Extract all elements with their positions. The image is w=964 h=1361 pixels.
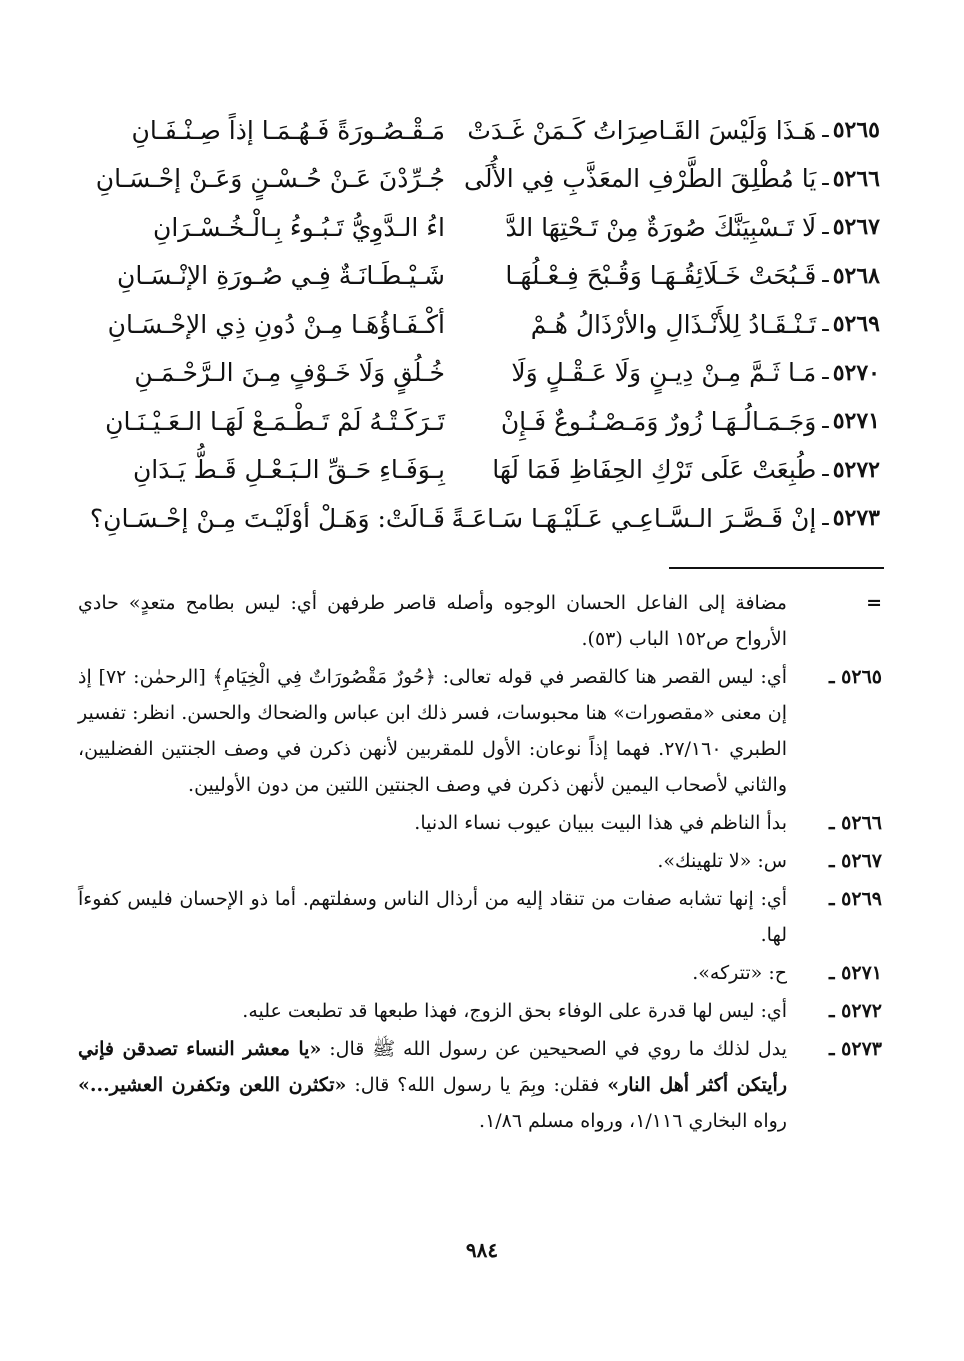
verse-sadr-text: مَـا ثَـمَّ مِـنْ دِيـنٍ وَلَا عَـقْـلٍ وَلَا bbox=[511, 358, 817, 388]
verse-first-hemistich bbox=[490, 455, 880, 484]
verse-number: ٥٢٦٧ bbox=[832, 214, 880, 241]
verse-first-hemistich bbox=[463, 164, 880, 194]
verse-first-hemistich bbox=[490, 310, 880, 339]
verse-second-hemistich: أكْـفَـاؤُهَـا مِـنْ دُونِ ذِي الإحْـسَـانِ bbox=[107, 309, 445, 339]
footnote bbox=[78, 881, 882, 953]
footnote bbox=[78, 955, 882, 991]
footnote-mark: ٥٢٦٧ ـ bbox=[828, 850, 882, 872]
footnote bbox=[78, 585, 882, 657]
verse-sadr-text: تَـنْـقَـادُ لِلأَنْـذَالِ والأرْذَالُ هُـمْ bbox=[530, 309, 817, 339]
footnote-text-part: فقلن: وبِمَ يا رسول الله؟ قال: bbox=[346, 1074, 608, 1096]
verse-sadr-text: يَا مُطْلِقَ الطَّرْفِ المعَذَّبِ فِي الأُلَى bbox=[463, 164, 817, 194]
verse-dash: ـ bbox=[822, 457, 829, 483]
footnote-mark: ٥٢٦٥ ـ bbox=[828, 666, 882, 688]
verse-sadr-text: طُبِعَتْ عَلَى تَرْكِ الحِفَاظِ فَمَا لَهَا bbox=[492, 455, 817, 485]
verse-number: ٥٢٦٩ bbox=[832, 311, 880, 338]
footnote-text bbox=[78, 1031, 787, 1139]
verse-dash: ـ bbox=[822, 360, 829, 386]
verse-dash: ـ bbox=[822, 117, 829, 143]
verse-sadr-text: وَجَـمَـالُـهَـا زُورٌ وَمَـصْـنُـوعٌ فَـإِنْ bbox=[500, 406, 817, 436]
verse-first-hemistich bbox=[490, 213, 880, 242]
verse-sadr-text: لَا تَـسْبِيَنَّكَ صُورَةٌ مِنْ تَـحْتِهَا الدَّ bbox=[505, 212, 817, 242]
footnote-text: س: «لا تلهينك». bbox=[657, 850, 787, 872]
poem-verses bbox=[80, 106, 880, 543]
verse-dash: ـ bbox=[822, 166, 829, 192]
footnote bbox=[78, 805, 882, 841]
verse-dash: ـ bbox=[822, 408, 829, 434]
footnote-text: أي: ليس لها قدرة على الوفاء بحق الزوج، فهذا طبعها قد تطبعت عليه. bbox=[242, 1000, 787, 1022]
verse-dash: ـ bbox=[822, 505, 829, 531]
footnote-text-part: يدل لذلك ما روي في الصحيحين عن رسول الله ﷺ قال: bbox=[321, 1038, 787, 1060]
verse-number: ٥٢٦٦ bbox=[832, 165, 880, 192]
verse-sadr-text: هَـذَا وَلَيْسَ القَـاصِرَاتُ كَـمَنْ غَـدَتْ bbox=[467, 115, 817, 145]
verse-number: ٥٢٧٠ bbox=[832, 359, 880, 386]
footnote-mark: ٥٢٧٢ ـ bbox=[828, 1000, 882, 1022]
verse-first-hemistich bbox=[467, 115, 880, 145]
verse-second-hemistich: خُـلُقٍ وَلَا خَـوْفٍ مِـنَ الـرَّحْـمَـنِ bbox=[134, 358, 445, 388]
footnote-mark: ٥٢٧١ ـ bbox=[828, 962, 882, 984]
verse-second-hemistich: تَـرَكَـتْـهُ لَمْ تَـطْـمَـعْ لَهَـا الـعَـيْـنَـانِ bbox=[105, 406, 445, 436]
footnote-mark: ٥٢٦٦ ـ bbox=[828, 812, 882, 834]
footnotes bbox=[78, 585, 882, 1141]
footnote bbox=[78, 843, 882, 879]
footnote-text: مضافة إلى الفاعل الحسان الوجوه وأصله قاصر طرفهن أي: ليس بطامح متعدٍ» حادي الأرواح ص١٥٢ الباب (٥٣). bbox=[78, 592, 787, 650]
verse-sadr-text: قَـبُحَتْ خَـلَائِقُـهَـا وَقُـبْحَ فِـعْـلُهَـا bbox=[505, 261, 817, 291]
footnote-mark: ٥٢٦٩ ـ bbox=[828, 888, 882, 910]
verse-first-hemistich bbox=[451, 503, 880, 533]
footnote-text: أي: ليس القصر هنا كالقصر في قوله تعالى: ﴿حُورٌ مَقْصُورَاتٌ فِي الْخِيَامِ﴾ [الرحمٰن: ٧٢] إذ إن معنى «مقصورات» هنا محبوسات، فسر ذلك ابن عباس والضحاك والحسن. انظر: تفسير الطبري ٢٧/١٦٠. فهما إذاً نوعان: الأول للمقربين لأنهن ذكرن في وصف الجنتين الفضليين، والثاني لأصحاب اليمين لأنهن ذكرن في وصف الجنتين اللتين من دون الأوليين. bbox=[78, 666, 787, 796]
verse-first-hemistich bbox=[490, 407, 880, 436]
footnote-text: ح: «تتركه». bbox=[692, 962, 787, 984]
footnote-divider bbox=[669, 567, 884, 569]
footnote-mark: = bbox=[866, 592, 882, 614]
verse-second-hemistich: قَـالَتْ: وَهَـلْ أوْلَيْـتَ مِـنْ إحْـسَـانِ؟ bbox=[89, 503, 445, 533]
verse-row bbox=[80, 155, 880, 204]
verse-first-hemistich bbox=[490, 261, 880, 290]
hadith-quote: «تكثرن اللعن وتكفرن العشير...» bbox=[78, 1074, 347, 1096]
footnote-text: أي: إنها تشابه صفات من تنقاد إليه من أرذال الناس وسفلتهم. أما ذو الإحسان فليس كفوءاً لها. bbox=[78, 888, 787, 946]
verse-row bbox=[80, 203, 880, 252]
verse-dash: ـ bbox=[822, 214, 829, 240]
footnote bbox=[78, 1031, 882, 1139]
verse-row bbox=[80, 300, 880, 349]
verse-row bbox=[80, 252, 880, 301]
verse-row bbox=[80, 106, 880, 155]
verse-dash: ـ bbox=[822, 263, 829, 289]
verse-dash: ـ bbox=[822, 311, 829, 337]
verse-row bbox=[80, 349, 880, 398]
hadith-quote: «يا معشر النساء تصدقن فإني رأيتكن أكثر أهل النار» bbox=[78, 1038, 788, 1096]
verse-second-hemistich: مَـقْـصُـورَةً فَـهُـمَـا إذاً صِـنْـفَـانِ bbox=[131, 115, 445, 145]
footnote bbox=[78, 659, 882, 803]
verse-second-hemistich: جُـرِّدْنَ عَـنْ حُـسْـنٍ وَعَـنْ إحْـسَـانِ bbox=[95, 164, 445, 194]
verse-sadr-text: إنْ قَـصَّـرَ الـسَّـاعِـي عَـلَيْـهَـا سَـاعَـةً bbox=[451, 503, 817, 533]
verse-row bbox=[80, 446, 880, 495]
verse-row bbox=[80, 494, 880, 543]
page-number: ٩٨٤ bbox=[465, 1238, 499, 1262]
verse-second-hemistich: شَـيْـطَـانَـةٌ فِـي صُـورَةِ الإنْـسَـانِ bbox=[117, 261, 445, 291]
verse-number: ٥٢٦٥ bbox=[832, 117, 880, 144]
verse-first-hemistich bbox=[490, 358, 880, 387]
footnote-text-part: رواه البخاري ١/١١٦، ورواه مسلم ١/٨٦. bbox=[479, 1110, 787, 1132]
footnote bbox=[78, 993, 882, 1029]
verse-number: ٥٢٧١ bbox=[832, 408, 880, 435]
verse-second-hemistich: اءُ الـدَّوِيُّ تَـبُـوءُ بِـالْـخُـسْـرَانِ bbox=[152, 212, 445, 242]
footnote-text: بدأ الناظم في هذا البيت ببيان عيوب نساء الدنيا. bbox=[414, 812, 787, 834]
verse-row bbox=[80, 397, 880, 446]
verse-number: ٥٢٧٢ bbox=[832, 456, 880, 483]
footnote-mark: ٥٢٧٣ ـ bbox=[828, 1038, 882, 1060]
verse-number: ٥٢٦٨ bbox=[832, 262, 880, 289]
verse-number: ٥٢٧٣ bbox=[832, 505, 880, 532]
verse-second-hemistich: بِـوَفَـاءِ حَـقِّ الـبَـعْـلِ قَـطُّ يَـدَانِ bbox=[132, 455, 445, 485]
